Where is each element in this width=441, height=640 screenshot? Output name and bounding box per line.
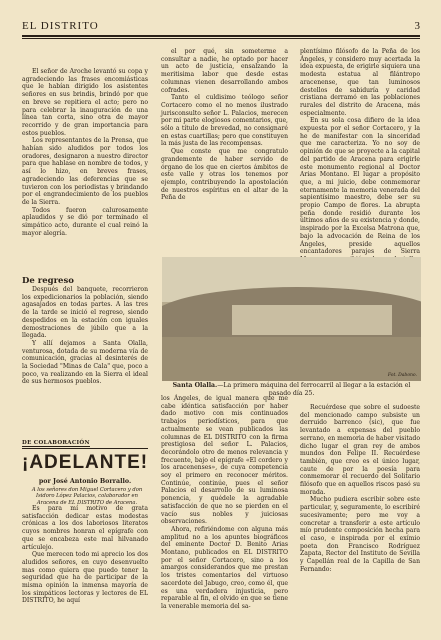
train-photo <box>162 257 421 381</box>
paragraph: Y allí dejamos a Santa Olalla, venturosa, dotada de su moderna vía de comunicación, gracias al desinterés de la Sociedad "Minas de Cala" que, poco a poco, va realizando en la Sierra el ideal de sus hermosos pueblos. <box>22 339 148 386</box>
column-3-bottom <box>300 404 420 573</box>
column-1-top <box>22 68 148 237</box>
article-author: por José Antonio Borrallo. <box>38 478 132 485</box>
section-rule <box>22 448 148 449</box>
section-heading: De regreso <box>22 276 74 286</box>
paragraph: Mucho pudiera escribir sobre este particular, y, seguramente, lo escribiré sucesivamente; pero me voy a concretar a transferir a este artículo mío prudente composición hecha para el caso, e inspirada por el exímio poeta don Francisco Rodríguez Zapata, Rector del Instituto de Sevilla y Capellán real de la Capilla de San Fernando: <box>300 496 420 573</box>
article-dedication: A los señores don Miguel Cortacero y don Isidoro López Palacios, colaborador en Aracena de EL DISTRITO de Aracena. <box>31 487 143 506</box>
paragraph: Los representantes de la Prensa, que habían sido aludidos por todos los oradores, designaron a nuestro director para que hablase en nombre de todos, y así lo hizo, en breves frases, agradeciendo las deferencias que se tuvieron con los periodistas y brindando por el engrandecimiento de los pueblos de la Sierra. <box>22 137 148 206</box>
column-2-bottom <box>161 395 288 611</box>
column-1-bottom <box>22 505 148 605</box>
caption-text: —La primera máquina del ferrocarril al llegar a la estación el pasado día 25. <box>217 382 411 397</box>
paragraph: Tanto el culdisimo teólogo señor Cortacero como el no menos ilustrado jurisconsulto señor L. Palacios, merecen por mi parte elogiosos comentarios, que, sólo a título de brevedad, no consignaré en estas cuartillas; pero que constituyen la más justa de las recompensas. <box>161 94 288 148</box>
paragraph: los Ángeles, de igual manera que me cabe idéntica satisfacción por haber dado motivo con mis continuados trabajos periodísticos, para que actualmente se vean publicados las columnas de EL DISTRITO con la firma prestigiosa del señor L. Palacios, decorándolo otro de menos relevancia y frecuente, bajo el epígrafe «El cordero y los aracenenses», de cuya competencia soy el primero en reconocer méritos. Continúe, continúe, pues el señor Palacios el desarrollo de su luminosa ponencia, y quédele la agradable satisfacción de que no se pierden en el vacío sus nobles y juiciosas observaciones. <box>161 395 288 526</box>
paragraph: El señor de Aroche levantó su copa y agradeciendo las frases encomiásticas que le habían dirigido los asistentes señores en sus brindis, brindó por que en breve se repitiera el acto; pero no para celebrar la inauguración de una línea tan corta, sino otra de mayor recorrido y de gran importancia para estos pueblos. <box>22 68 148 137</box>
newspaper-title: EL DISTRITO <box>22 20 99 32</box>
header-rule <box>22 35 420 37</box>
paragraph: Que conste que me congratulo grandemente de haber servido de órgano de los que en ciertos ámbitos de este valle y otras los tenemos por ejemplo, contribuyendo la apostolación de nuestros espíritus en el altar de la Peña de <box>161 148 288 202</box>
page-header <box>22 20 420 36</box>
photo-field <box>162 337 421 381</box>
paragraph: En su sola cosa difiero de la idea expuesta por el señor Cortacero, y la he de manifestar con la sinceridad que me caracteriza. Yo no soy de opinión de que se proyecte a la capital del partido de Aracena para erigirle este monumento regional al Doctor Arias Montano. El lugar a propósito que, a mi juicio, debe conmemorar eternamente la memoria venerada del sapientísimo maestro, debe ser su propio Campo de flores. La abrupta peña donde residió durante los últimos años de su existencia y donde, inspirado por la Excelsa Matrona que, bajo la advocación de Reina de los Ángeles, preside aquellos encantadores parajes de Sierra <box>300 117 420 256</box>
paragraph: plentísimo filósofo de la Peña de los Ángeles, y considero muy acertada la idea expuesta, de erigirle siquiera una modesta estatua al filántropo aracenense, que tan luminosos destellos de sabiduría y caridad cristiana derramó en las poblaciones rurales del distrito de Aracena, más especialmente. <box>300 48 420 117</box>
paragraph: Después del banquete, recorrieron los expedicionarios la población, siendo agasajados en todas partes. A las tres de la tarde se inició el regreso, siendo despedidos en la estación con iguales demostraciones de júbilo que a la llegada. <box>22 286 148 340</box>
article-title: ¡ADELANTE! <box>22 452 149 473</box>
column-1-middle <box>22 286 148 386</box>
caption-place: Santa Olalla. <box>172 382 218 389</box>
column-2-top <box>161 48 288 202</box>
photo-credit: Fot. Dabono. <box>387 373 417 378</box>
paragraph: el por qué, sin someterme a consultar a nadie, he optado por hacer un acto de justicia, ensalzando la meritisima labor que desde estas columnas vienen desarrollando ambos cofrades. <box>161 48 288 94</box>
paragraph: Todos fueron calurosamente aplaudidos y se dió por terminado el simpático acto, durante el cual reinó la mayor alegría. <box>22 206 148 237</box>
paragraph: Recuérdese que sobre el sudoeste del mencionado campo subsiste un derruido barrenco (sic), que fue levantado a expensas del pueblo serrano, en memoria de haber visitado dicho lugar el gran rey de ambos mundos don Felipe II. Recuérdese también, que creo es el único lugar, caute de por la poesía para conmemorar el recuerdo del Solitario filósofo que en aquellos riscos pasó su morada. <box>300 404 420 496</box>
paragraph: Es para mí motivo de grata satisfacción dedicar estas modestas crónicas a los dos laboriosos literatos cuyos nombres honran el epígrafe con que se encabeza este mal hilvanado artículejo. <box>22 505 148 551</box>
paragraph: Ahora, refiriéndome con alguna más amplitud no a los apuntes biográficos del eminente Doctor D. Benito Arias Montano, publicados en EL DISTRITO por el señor Cortacero, sino a los amargos considerandos que me prestan los tristes comentarios del virtuoso sacerdote del Jabugo, creo, como él, que es una verdadera injusticia, pero reparable al fin, el olvido en que se tiene la venerable memoria del sa- <box>161 525 288 610</box>
header-rule-thin <box>22 38 420 39</box>
page-number: 3 <box>414 20 420 32</box>
colaboracion-label: DE COLABORACIÓN <box>22 440 90 446</box>
paragraph: Que merecen todo mi aprecio los dos aludidos señores, en cuyo desenvuelto mas como quiera que puedo tener la seguridad que ha de participar de la misma opinión la inmensa mayoría de los simpáticos lectoras y lectores de EL DISTRITO, he aquí <box>22 551 148 605</box>
photo-village <box>232 305 392 335</box>
